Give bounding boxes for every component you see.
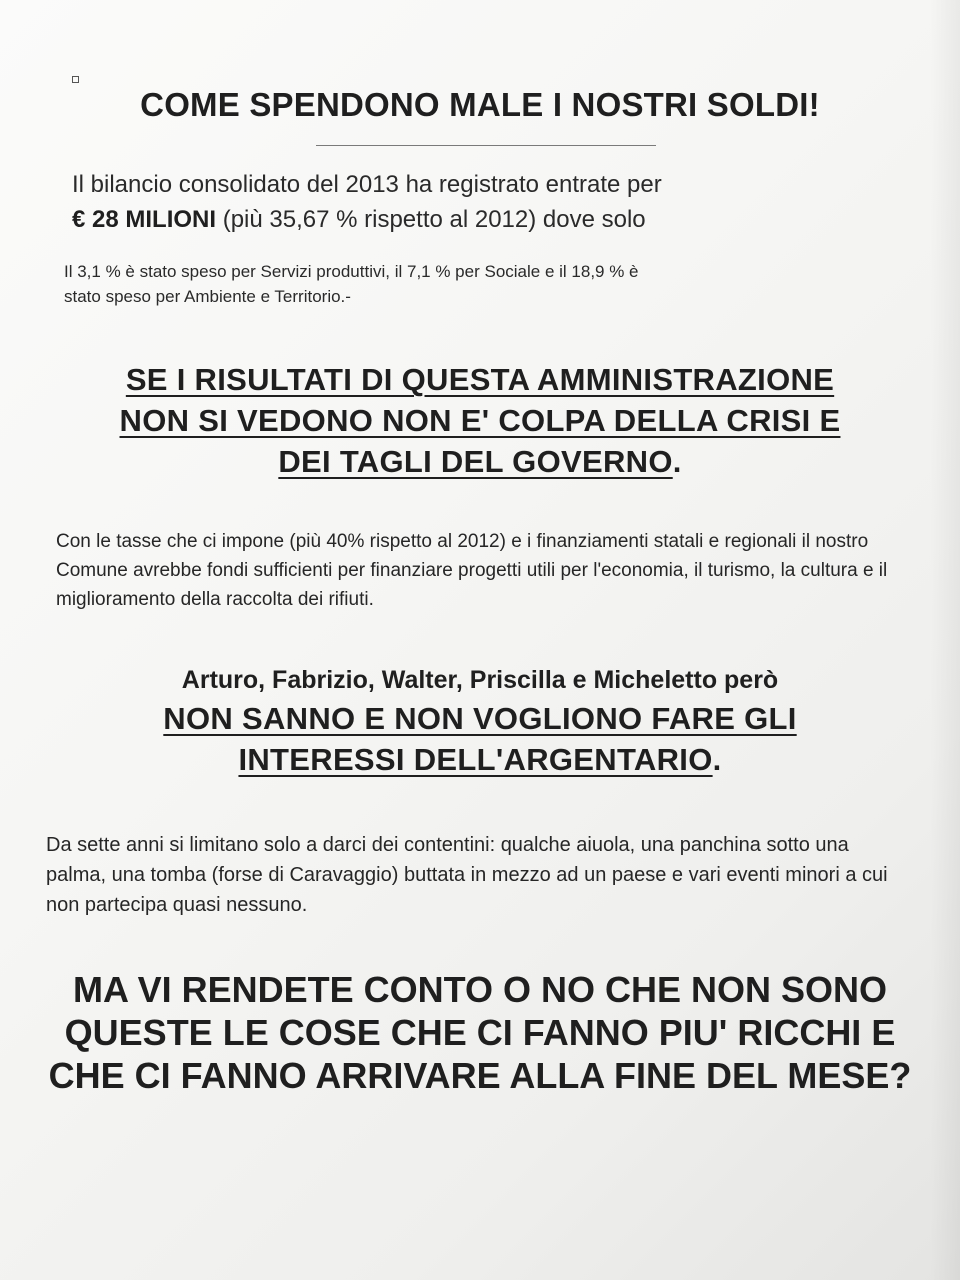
intro-line-2-rest: (più 35,67 % rispetto al 2012) dove solo	[216, 206, 646, 233]
heading-1-line-3: DEI TAGLI DEL GOVERNO.	[278, 444, 682, 479]
councillors-names: Arturo, Fabrizio, Walter, Priscilla e Micheletto però	[181, 666, 779, 694]
flyer-title: COME SPENDONO MALE I NOSTRI SOLDI!	[140, 86, 820, 123]
heading-2-line-1	[60, 701, 900, 737]
revenue-amount: € 28 MILIONI	[72, 206, 217, 233]
heading-1-line-1-text: SE I RISULTATI DI QUESTA AMMINISTRAZIONE	[125, 362, 835, 397]
taxes-paragraph: Con le tasse che ci impone (più 40% rispetto al 2012) e i finanziamenti statali e regionali il nostro Comune avrebbe fondi sufficienti per finanziare progetti utili per l'economia, il turismo, la cultura e il miglioramento della raccolta dei rifiuti.	[56, 531, 888, 610]
intro-line-1: Il bilancio consolidato del 2013 ha registrato entrate per	[72, 171, 662, 198]
heading-2-line-2-text: INTERESSI DELL'ARGENTARIO	[238, 742, 713, 777]
intro-line-2	[72, 206, 646, 234]
heading-1-line-2-text: NON SI VEDONO NON E' COLPA DELLA CRISI E	[119, 403, 841, 438]
heading-2-line-2: INTERESSI DELL'ARGENTARIO.	[238, 742, 722, 777]
spending-line-1: Il 3,1 % è stato speso per Servizi produttivi, il 7,1 % per Sociale e il 18,9 % è	[64, 262, 639, 281]
years-paragraph: Da sette anni si limitano solo a darci dei contentini: qualche aiuola, una panchina sotto una palma, una tomba (forse di Caravaggio) buttata in mezzo ad un paese e vari eventi minori a cui non partecipa quasi nessuno.	[46, 834, 888, 916]
heading-1-line-2	[60, 403, 900, 439]
spending-line-2: stato speso per Ambiente e Territorio.-	[64, 287, 351, 306]
bullet-mark	[72, 76, 79, 83]
heading-1-line-1	[60, 362, 900, 398]
heading-2-line-1-text: NON SANNO E NON VOGLIONO FARE GLI	[163, 701, 797, 736]
heading-1-line-3-text: DEI TAGLI DEL GOVERNO	[278, 444, 673, 479]
closing-question: MA VI RENDETE CONTO O NO CHE NON SONO QUESTE LE COSE CHE CI FANNO PIU' RICCHI E CHE CI FANNO ARRIVARE ALLA FINE DEL MESE?	[48, 969, 912, 1096]
title-divider	[316, 145, 656, 146]
